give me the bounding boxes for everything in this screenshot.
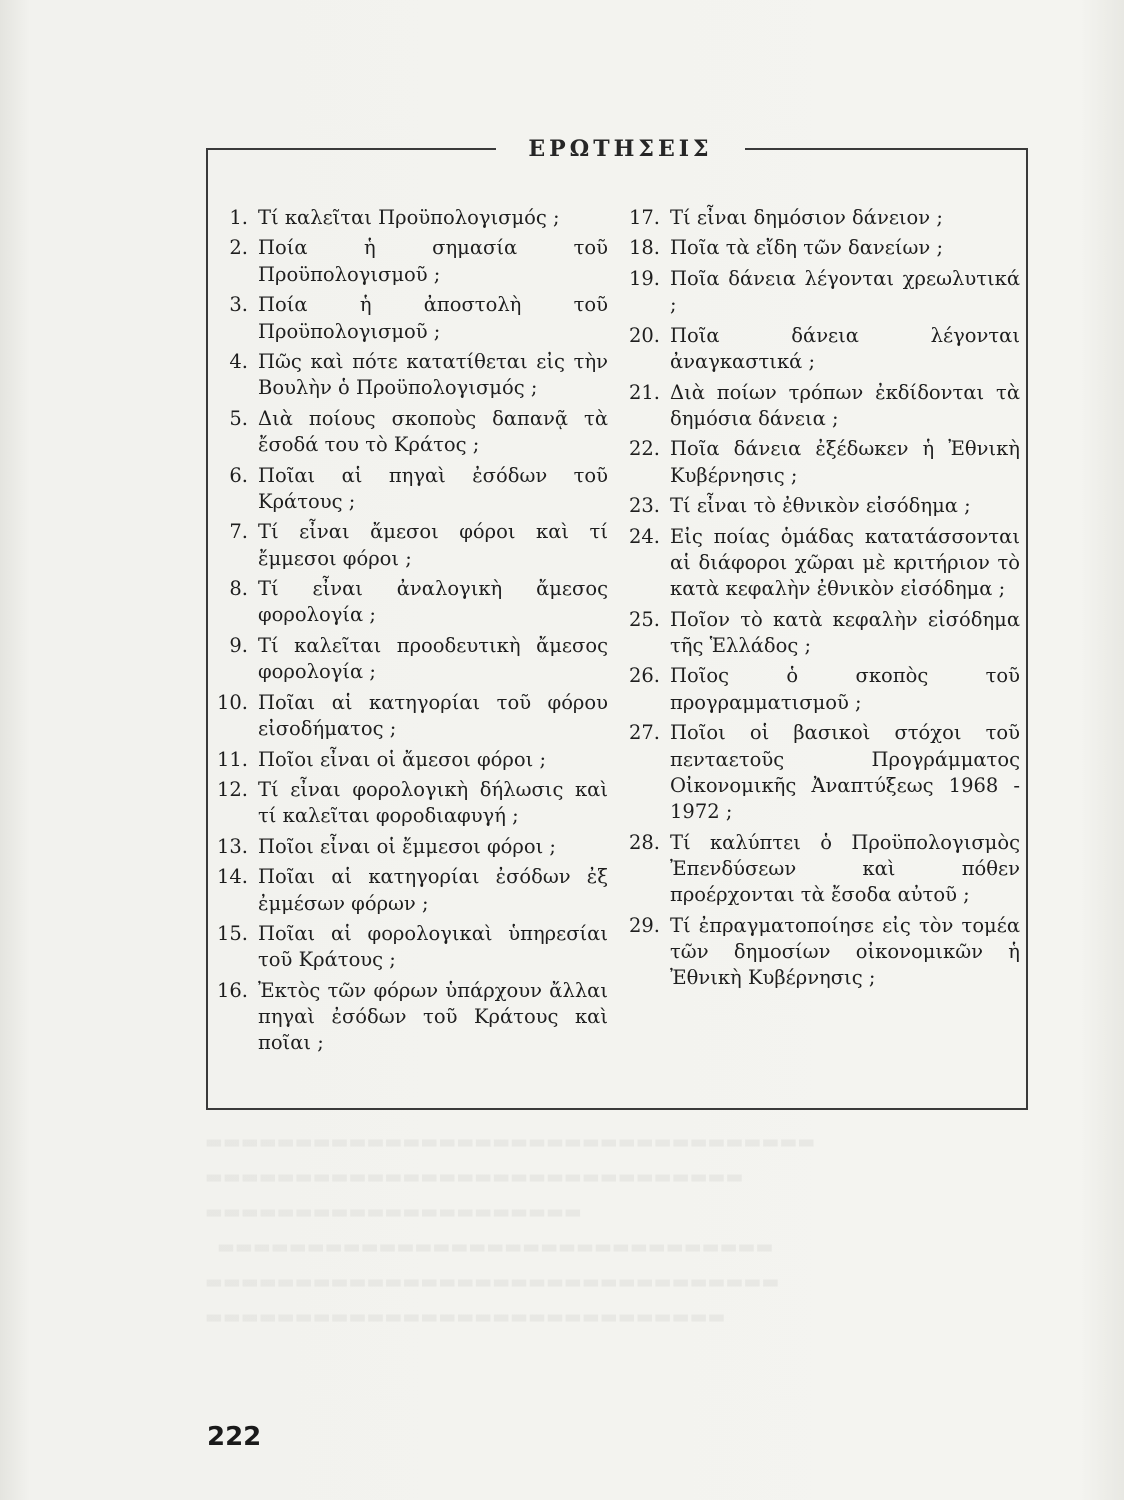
question-item	[628, 913, 1020, 992]
question-text: Ἐκτὸς τῶν φόρων ὑπάρχουν ἄλλαι πηγαὶ ἐσόδων τοῦ Κράτους καὶ ποῖαι ;	[258, 978, 608, 1055]
question-text: Ποῖος ὁ σκοπὸς τοῦ προγραμματισμοῦ ;	[670, 664, 1020, 714]
question-number: 5.	[229, 406, 248, 430]
question-number: 19.	[628, 266, 660, 290]
question-text: Τί εἶναι δημόσιον δάνειον ;	[670, 206, 943, 229]
question-item	[628, 380, 1020, 433]
question-text: Εἰς ποίας ὁμάδας κατατάσσονται αἱ διάφοροι χῶραι μὲ κριτήριον τὸ κατὰ κεφαλὴν ἐθνικὸν εἰσόδημα ;	[670, 524, 1020, 601]
question-number: 21.	[628, 380, 660, 404]
question-number: 25.	[628, 607, 660, 631]
question-text: Τί εἶναι φορολογικὴ δήλωσις καὶ τί καλεῖται φοροδιαφυγή ;	[258, 778, 608, 828]
question-item	[216, 205, 608, 231]
question-item	[216, 864, 608, 917]
question-number: 24.	[628, 524, 660, 548]
question-item	[628, 663, 1020, 716]
question-item	[216, 777, 608, 830]
question-item	[216, 690, 608, 743]
question-text: Τί εἶναι ἀναλογικὴ ἄμεσος φορολογία ;	[258, 577, 608, 627]
question-item	[628, 830, 1020, 909]
question-text: Ποῖα δάνεια λέγονται ἀναγκαστικά ;	[670, 323, 1020, 374]
question-text: Τί εἶναι ἄμεσοι φόροι καὶ τί ἔμμεσοι φόροι ;	[258, 520, 608, 570]
question-number: 22.	[628, 437, 660, 461]
question-item	[216, 349, 608, 402]
question-item	[628, 235, 1020, 261]
question-number: 9.	[229, 633, 248, 657]
question-item	[628, 720, 1020, 825]
question-item	[628, 493, 1020, 519]
question-item	[628, 205, 1020, 231]
question-number: 28.	[628, 830, 660, 854]
question-text: Ποῖαι αἱ κατηγορίαι ἐσόδων ἐξ ἐμμέσων φόρων ;	[258, 865, 608, 915]
question-number: 1.	[229, 206, 248, 229]
questions-right-column	[628, 205, 1020, 996]
page-number: 222	[207, 1422, 262, 1452]
question-number: 8.	[229, 577, 248, 601]
question-number: 2.	[229, 236, 248, 260]
question-text: Ποῖαι αἱ κατηγορίαι τοῦ φόρου εἰσοδήματος ;	[258, 690, 608, 741]
question-number: 7.	[229, 520, 248, 544]
question-number: 16.	[216, 978, 248, 1002]
question-number: 13.	[216, 834, 248, 858]
question-text: Τί καλεῖται προοδευτικὴ ἄμεσος φορολογία ;	[258, 633, 608, 684]
bleed-through-text: ▬▬▬▬▬▬▬▬▬▬▬▬▬▬▬▬▬▬▬▬▬▬▬▬▬▬▬▬▬▬▬▬▬▬ ▬▬▬▬▬▬▬▬▬▬▬▬▬▬▬▬▬▬▬▬▬▬▬▬▬▬▬▬▬▬ ▬▬▬▬▬▬▬▬▬▬▬▬▬▬▬▬▬▬▬▬▬ ▬▬▬▬▬▬▬▬▬▬▬▬▬▬▬▬▬▬▬▬▬▬▬▬▬▬▬▬▬▬▬ ▬▬▬▬▬▬▬▬▬▬▬▬▬▬▬▬▬▬▬▬▬▬▬▬▬▬▬▬▬▬▬▬ ▬▬▬▬▬▬▬▬▬▬▬▬▬▬▬▬▬▬▬▬▬▬▬▬▬▬▬▬▬	[205, 1131, 816, 1328]
question-item	[216, 463, 608, 516]
question-number: 15.	[216, 922, 248, 946]
question-item	[628, 323, 1020, 376]
frame-top-rule-right	[745, 148, 1028, 150]
question-text: Τί ἐπραγματοποίησε εἰς τὸν τομέα τῶν δημοσίων οἰκονομικῶν ἡ Ἐθνικὴ Κυβέρνησις ;	[670, 913, 1020, 990]
question-text: Ποῖαι αἱ φορολογικαὶ ὑπηρεσίαι τοῦ Κράτους ;	[258, 922, 608, 972]
question-item	[216, 292, 608, 345]
questions-heading: ΕΡΩΤΗΣΕΙΣ	[528, 136, 713, 162]
question-number: 3.	[229, 293, 248, 317]
question-number: 18.	[628, 236, 660, 260]
question-text: Πῶς καὶ πότε κατατίθεται εἰς τὴν Βουλὴν ὁ Προϋπολογισμός ;	[258, 350, 608, 400]
question-item	[628, 436, 1020, 489]
question-item	[216, 406, 608, 459]
question-item	[216, 921, 608, 974]
question-text: Ποῖα δάνεια ἐξέδωκεν ἡ Ἐθνικὴ Κυβέρνησις ;	[670, 437, 1020, 487]
question-number: 23.	[628, 494, 660, 518]
question-number: 12.	[216, 778, 248, 801]
question-text: Ποῖοι εἶναι οἱ ἔμμεσοι φόροι ;	[258, 834, 556, 858]
question-text: Τί καλύπτει ὁ Προϋπολογισμὸς Ἐπενδύσεων καὶ πόθεν προέρχονται τὰ ἔσοδα αὐτοῦ ;	[670, 830, 1020, 907]
question-text: Τί εἶναι τὸ ἐθνικὸν εἰσόδημα ;	[670, 494, 971, 518]
question-text: Διὰ ποίων τρόπων ἐκδίδονται τὰ δημόσια δάνεια ;	[670, 380, 1020, 430]
question-text: Τί καλεῖται Προϋπολογισμός ;	[258, 206, 560, 229]
question-number: 17.	[628, 206, 660, 229]
question-text: Ποῖοι εἶναι οἱ ἄμεσοι φόροι ;	[258, 747, 547, 771]
question-text: Ποῖα τὰ εἴδη τῶν δανείων ;	[670, 236, 944, 260]
question-number: 11.	[216, 747, 248, 771]
question-item	[216, 519, 608, 572]
questions-left-column	[216, 205, 608, 1061]
question-item	[216, 747, 608, 773]
question-item	[628, 607, 1020, 660]
question-number: 4.	[229, 350, 248, 374]
question-number: 27.	[628, 721, 660, 745]
question-text: Ποῖον τὸ κατὰ κεφαλὴν εἰσόδημα τῆς Ἑλλάδος ;	[670, 607, 1020, 657]
question-item	[216, 576, 608, 629]
question-text: Ποῖοι οἱ βασικοὶ στόχοι τοῦ πενταετοῦς Προγράμματος Οἰκονομικῆς Ἀναπτύξεως 1968 - 1972 ;	[670, 721, 1020, 824]
question-number: 26.	[628, 664, 660, 688]
question-text: Ποῖαι αἱ πηγαὶ ἐσόδων τοῦ Κράτους ;	[258, 463, 608, 513]
question-number: 10.	[216, 690, 248, 714]
question-item	[628, 524, 1020, 603]
question-item	[628, 266, 1020, 319]
question-number: 14.	[216, 865, 248, 889]
question-item	[216, 834, 608, 860]
frame-top-rule-left	[206, 148, 496, 150]
question-text: Ποῖα δάνεια λέγονται χρεωλυτικά ;	[670, 266, 1020, 317]
question-text: Ποία ἡ σημασία τοῦ Προϋπολογισμοῦ ;	[258, 236, 608, 286]
question-text: Ποία ἡ ἀποστολὴ τοῦ Προϋπολογισμοῦ ;	[258, 293, 608, 343]
question-number: 6.	[229, 463, 248, 487]
question-item	[216, 235, 608, 288]
question-text: Διὰ ποίους σκοποὺς δαπανᾷ τὰ ἔσοδά του τὸ Κράτος ;	[258, 406, 608, 457]
question-number: 29.	[628, 913, 660, 937]
question-item	[216, 633, 608, 686]
question-item	[216, 978, 608, 1057]
question-number: 20.	[628, 323, 660, 347]
